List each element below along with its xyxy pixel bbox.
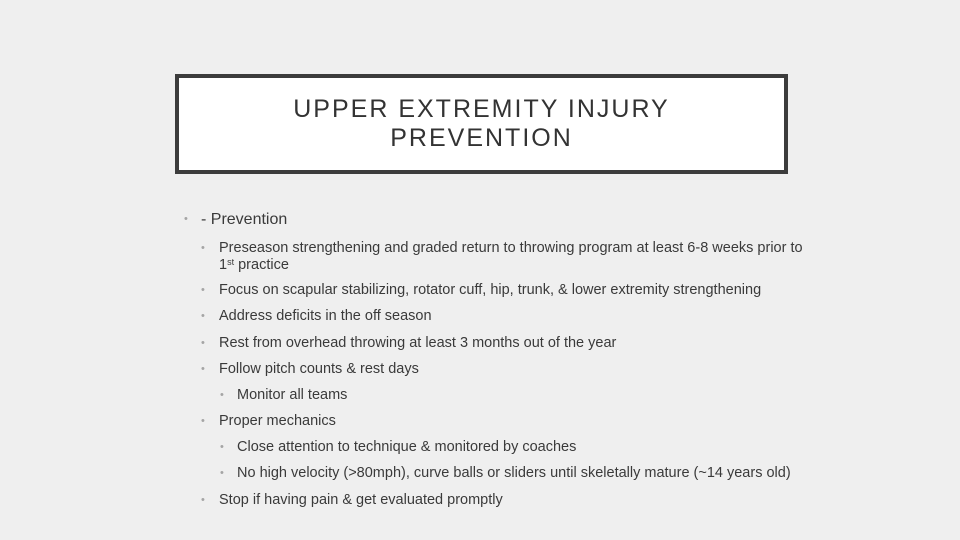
bullet-dot-icon: • bbox=[201, 337, 205, 349]
bullet-dot-icon: • bbox=[201, 494, 205, 506]
bullet-text: Stop if having pain & get evaluated promptly bbox=[219, 492, 503, 508]
bullet-stop bbox=[201, 492, 503, 509]
bullet-text: Proper mechanics bbox=[219, 413, 336, 429]
title-box bbox=[175, 74, 788, 174]
bullet-dot-icon: • bbox=[220, 389, 224, 401]
bullet-text: Address deficits in the off season bbox=[219, 308, 432, 324]
ordinal-number: 1 bbox=[219, 257, 228, 273]
bullet-no-high-velocity bbox=[220, 465, 791, 482]
bullet-text: Follow pitch counts & rest days bbox=[219, 361, 419, 377]
bullet-dot-icon: • bbox=[220, 441, 224, 453]
bullet-dot-icon: • bbox=[201, 363, 205, 375]
bullet-dot-icon: • bbox=[201, 284, 205, 296]
bullet-dot-icon: • bbox=[184, 213, 188, 225]
bullet-dot-icon: • bbox=[201, 310, 205, 322]
bullet-focus bbox=[201, 282, 762, 299]
bullet-text: Focus on scapular stabilizing, rotator cuff, hip, trunk, & lower extremity strengthening bbox=[219, 282, 762, 298]
bullet-dot-icon: • bbox=[201, 242, 205, 254]
bullet-address bbox=[201, 308, 432, 325]
bullet-dot-icon: • bbox=[220, 467, 224, 479]
bullet-preseason bbox=[201, 240, 839, 274]
bullet-text-continued: practice bbox=[234, 257, 289, 273]
bullet-text: Monitor all teams bbox=[237, 387, 348, 403]
bullet-text: - Prevention bbox=[201, 211, 288, 228]
slide-title: UPPER EXTREMITY INJURY PREVENTION bbox=[293, 95, 670, 152]
bullet-rest bbox=[201, 335, 617, 352]
bullet-text: No high velocity (>80mph), curve balls or sliders until skeletally mature (~14 years old) bbox=[237, 465, 791, 481]
bullet-monitor bbox=[220, 387, 348, 404]
bullet-follow bbox=[201, 361, 419, 378]
bullet-text: Close attention to technique & monitored by coaches bbox=[237, 439, 577, 455]
bullet-text: Preseason strengthening and graded return to throwing program at least 6-8 weeks prior to bbox=[219, 240, 803, 256]
ordinal-suffix: st bbox=[227, 257, 235, 267]
bullet-prevention bbox=[184, 211, 288, 228]
bullet-close-attention bbox=[220, 439, 577, 456]
bullet-dot-icon: • bbox=[201, 415, 205, 427]
bullet-text: Rest from overhead throwing at least 3 months out of the year bbox=[219, 335, 617, 351]
bullet-mechanics bbox=[201, 413, 336, 430]
